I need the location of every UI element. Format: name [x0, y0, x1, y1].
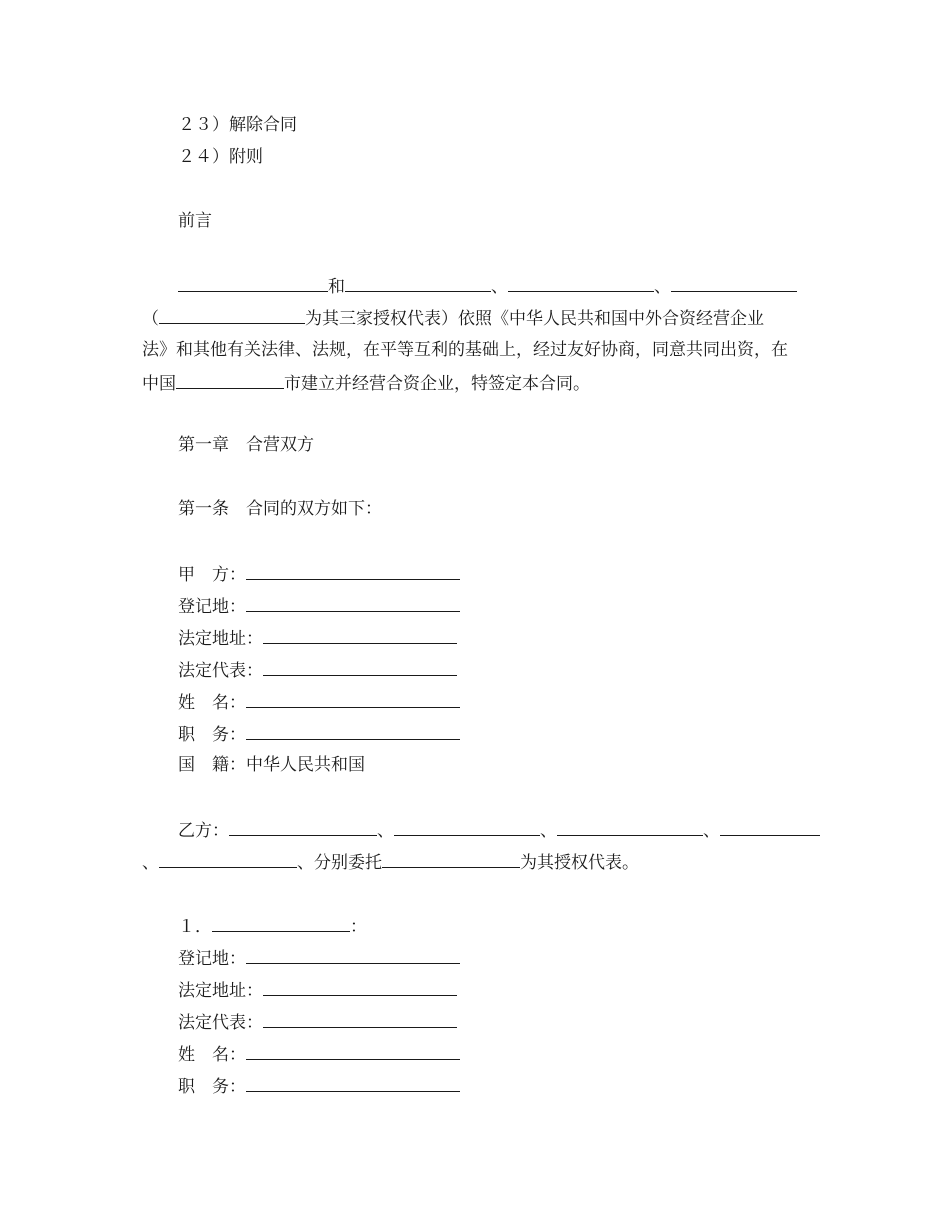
party-b-label: 乙方：	[178, 821, 229, 841]
party-b-person-row	[178, 1041, 460, 1067]
party-b-reg-row	[178, 945, 460, 971]
party-a-nation-value: 中华人民共和国	[246, 755, 365, 775]
preface-rep-text: 为其三家授权代表）依照《中华人民共和国中外合资经营企业	[305, 309, 764, 329]
colon: ：	[350, 917, 367, 937]
party-a-nation-row	[178, 753, 365, 777]
item-number: １．	[178, 917, 212, 937]
party-a-title-field[interactable]	[246, 721, 460, 740]
toc-item-24: ２４）附则	[178, 147, 263, 167]
party-a-person-field[interactable]	[246, 689, 460, 708]
party-a-reg-row	[178, 593, 460, 619]
party-b-rep-blank[interactable]	[382, 849, 520, 868]
preface-line-4	[142, 370, 590, 396]
open-paren: （	[142, 309, 159, 329]
preface-line-3: 法》和其他有关法律、法规，在平等互利的基础上，经过友好协商，同意共同出资，在	[142, 340, 788, 360]
party-b-blank-4[interactable]	[720, 817, 820, 836]
preface-heading: 前言	[178, 211, 212, 231]
party-b-line-1	[178, 817, 820, 843]
party-a-name-label: 甲 方：	[178, 565, 246, 585]
separator: 、	[703, 821, 720, 841]
party-b-blank-3[interactable]	[557, 817, 703, 836]
party-b-addr-label: 法定地址：	[178, 981, 263, 1001]
party-a-title-row	[178, 721, 460, 747]
party-a-title-label: 职 务：	[178, 725, 246, 745]
party-a-reg-field[interactable]	[246, 593, 460, 612]
party-b-item-1-row	[178, 913, 367, 939]
party-b-rep-label: 法定代表：	[178, 1013, 263, 1033]
party-a-addr-label: 法定地址：	[178, 629, 263, 649]
party-b-addr-row	[178, 977, 457, 1003]
party-a-person-row	[178, 689, 460, 715]
separator: 、	[142, 853, 159, 873]
representative-blank[interactable]	[159, 305, 305, 324]
and-text: 和	[328, 277, 345, 297]
party-b-title-label: 职 务：	[178, 1077, 246, 1097]
party-b-blank-2[interactable]	[394, 817, 540, 836]
china-text: 中国	[142, 374, 176, 394]
party-b-addr-field[interactable]	[263, 977, 457, 996]
party-a-person-label: 姓 名：	[178, 693, 246, 713]
separator: 、	[377, 821, 394, 841]
party-a-reg-label: 登记地：	[178, 597, 246, 617]
party-b-tail: 为其授权代表。	[520, 853, 639, 873]
preface-line-2	[142, 305, 764, 331]
party-blank-4[interactable]	[671, 273, 797, 292]
party-b-rep-field[interactable]	[263, 1009, 457, 1028]
party-b-line-2	[142, 849, 639, 875]
party-a-rep-label: 法定代表：	[178, 661, 263, 681]
party-a-addr-field[interactable]	[263, 625, 457, 644]
separator: 、	[654, 277, 671, 297]
entrust-text: 、分别委托	[297, 853, 382, 873]
party-b-blank-5[interactable]	[159, 849, 297, 868]
party-blank-2[interactable]	[345, 273, 491, 292]
party-b-reg-label: 登记地：	[178, 949, 246, 969]
preface-line-4-tail: 市建立并经营合资企业，特签定本合同。	[284, 374, 590, 394]
party-a-rep-field[interactable]	[263, 657, 457, 676]
party-blank-1[interactable]	[178, 273, 328, 292]
party-a-name-row	[178, 561, 460, 587]
separator: 、	[491, 277, 508, 297]
city-blank[interactable]	[176, 370, 284, 389]
party-b-person-label: 姓 名：	[178, 1045, 246, 1065]
separator: 、	[540, 821, 557, 841]
toc-item-23: ２３）解除合同	[178, 115, 297, 135]
party-b-person-field[interactable]	[246, 1041, 460, 1060]
chapter-title: 第一章 合营双方	[178, 435, 314, 455]
article-title: 第一条 合同的双方如下：	[178, 499, 382, 519]
party-a-nation-label: 国 籍：	[178, 755, 246, 775]
party-b-item-1-field[interactable]	[212, 913, 350, 932]
party-b-title-field[interactable]	[246, 1073, 460, 1092]
party-a-rep-row	[178, 657, 457, 683]
party-b-reg-field[interactable]	[246, 945, 460, 964]
preface-line-1	[178, 273, 797, 299]
party-b-rep-row	[178, 1009, 457, 1035]
party-a-name-field[interactable]	[246, 561, 460, 580]
party-b-blank-1[interactable]	[229, 817, 377, 836]
party-blank-3[interactable]	[508, 273, 654, 292]
party-a-addr-row	[178, 625, 457, 651]
party-b-title-row	[178, 1073, 460, 1099]
